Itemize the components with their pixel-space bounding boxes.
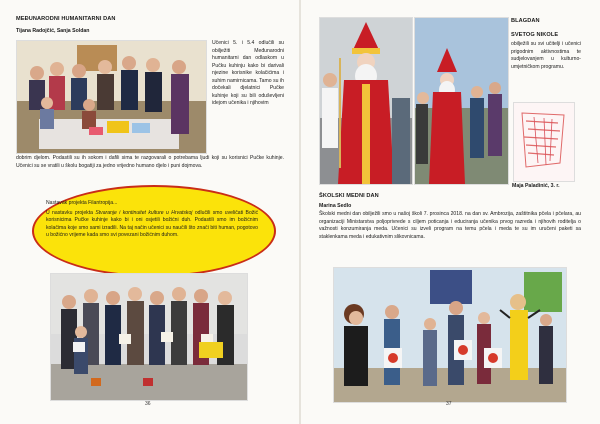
- right-page-number: 37: [446, 401, 452, 407]
- callout-body-start: U nastavku projekta: [46, 210, 96, 217]
- saint-nicholas-text: obilježili su svi učitelji i učenici prigodnim aktivnostima te sudjelovanjem u kulturno-umjetničkom programu.: [511, 41, 581, 70]
- soup-kitchen-group-photo: [16, 40, 207, 154]
- philanthropy-callout-text: [46, 200, 258, 239]
- left-page-number: 36: [145, 401, 151, 407]
- honey-day-classroom-photo: [333, 267, 567, 403]
- left-page: [0, 0, 299, 424]
- humanitarian-day-heading: MEĐUNARODNI HUMANITARNI DAN: [16, 16, 116, 22]
- saint-nicholas-heading-2: SVETOG NIKOLE: [511, 32, 559, 38]
- callout-body: [46, 210, 258, 239]
- callout-title: Nastavak projekta Filantropija...: [46, 200, 118, 206]
- christmas-gifts-group-photo: [50, 273, 248, 401]
- honey-day-text: Školski medni dan obilježili smo u našoj školi 7. prosinca 2018. na dan sv. Ambrozija, zaštitnika pčela i pčelara, au organizaciji Ministarstva poljoprivrede s ciljem poticanja i educiranja učenika prvog razreda i njihovih roditelja o važnosti konzumiranja meda. Učenici su izveli program na temu pčela i meda te su im uručeni paketi sa staklenkama meda i edukativnim slikovnicama.: [319, 211, 581, 240]
- drawing-caption: Maja Paladinić, 3. r.: [512, 183, 560, 189]
- child-drawing: [513, 102, 575, 182]
- saint-nicholas-photo-1: [319, 17, 413, 185]
- humanitarian-day-authors: Tijana Radojčić, Sanja Soldan: [16, 28, 90, 34]
- honey-day-author: Marina Sedlo: [319, 203, 352, 209]
- humanitarian-article-column: Učenici 5. i 5.4 odlučili su obilježiti Međunarodni humanitarni dan odlaskom u Pučku kuhinju kako bi darivali njezine korisnike kolačićima i suhim namirnicama. Tamo su ih dočekali djelatnici Pučke kuhinje koji su bili oduševljeni idejom učenika i njihovim: [212, 40, 284, 106]
- right-page: [301, 0, 600, 424]
- saint-nicholas-heading-1: BLAGDAN: [511, 18, 540, 24]
- humanitarian-article-continued: dobrim djelom. Podastili su ih sokom i dafili sima te razgovarali o potrebama ljudi koji su korisnici Pučke kuhinje. Učenici su se vratili u školu bogatiji za jedno vrijedno humano djelo i puni dojmova.: [16, 155, 284, 169]
- saint-nicholas-photo-2: [414, 17, 509, 185]
- callout-project-name: Stvaranje i kontinuitet kulture u Hrvatskoj: [95, 210, 193, 217]
- callout-body-end: odlučili smo uveličati Božić korisnicima Pučke kuhinje kako bi i oni osjetili božićni duh. Podastili smo im božićnim kolačima koje smo sami izradili. Na taj način učenici su naučili što znači biti human, pogotovo u božićno vrijeme kada smo svi povezani božićnim duhom.: [46, 210, 259, 238]
- honey-day-heading: ŠKOLSKI MEDNI DAN: [319, 193, 379, 199]
